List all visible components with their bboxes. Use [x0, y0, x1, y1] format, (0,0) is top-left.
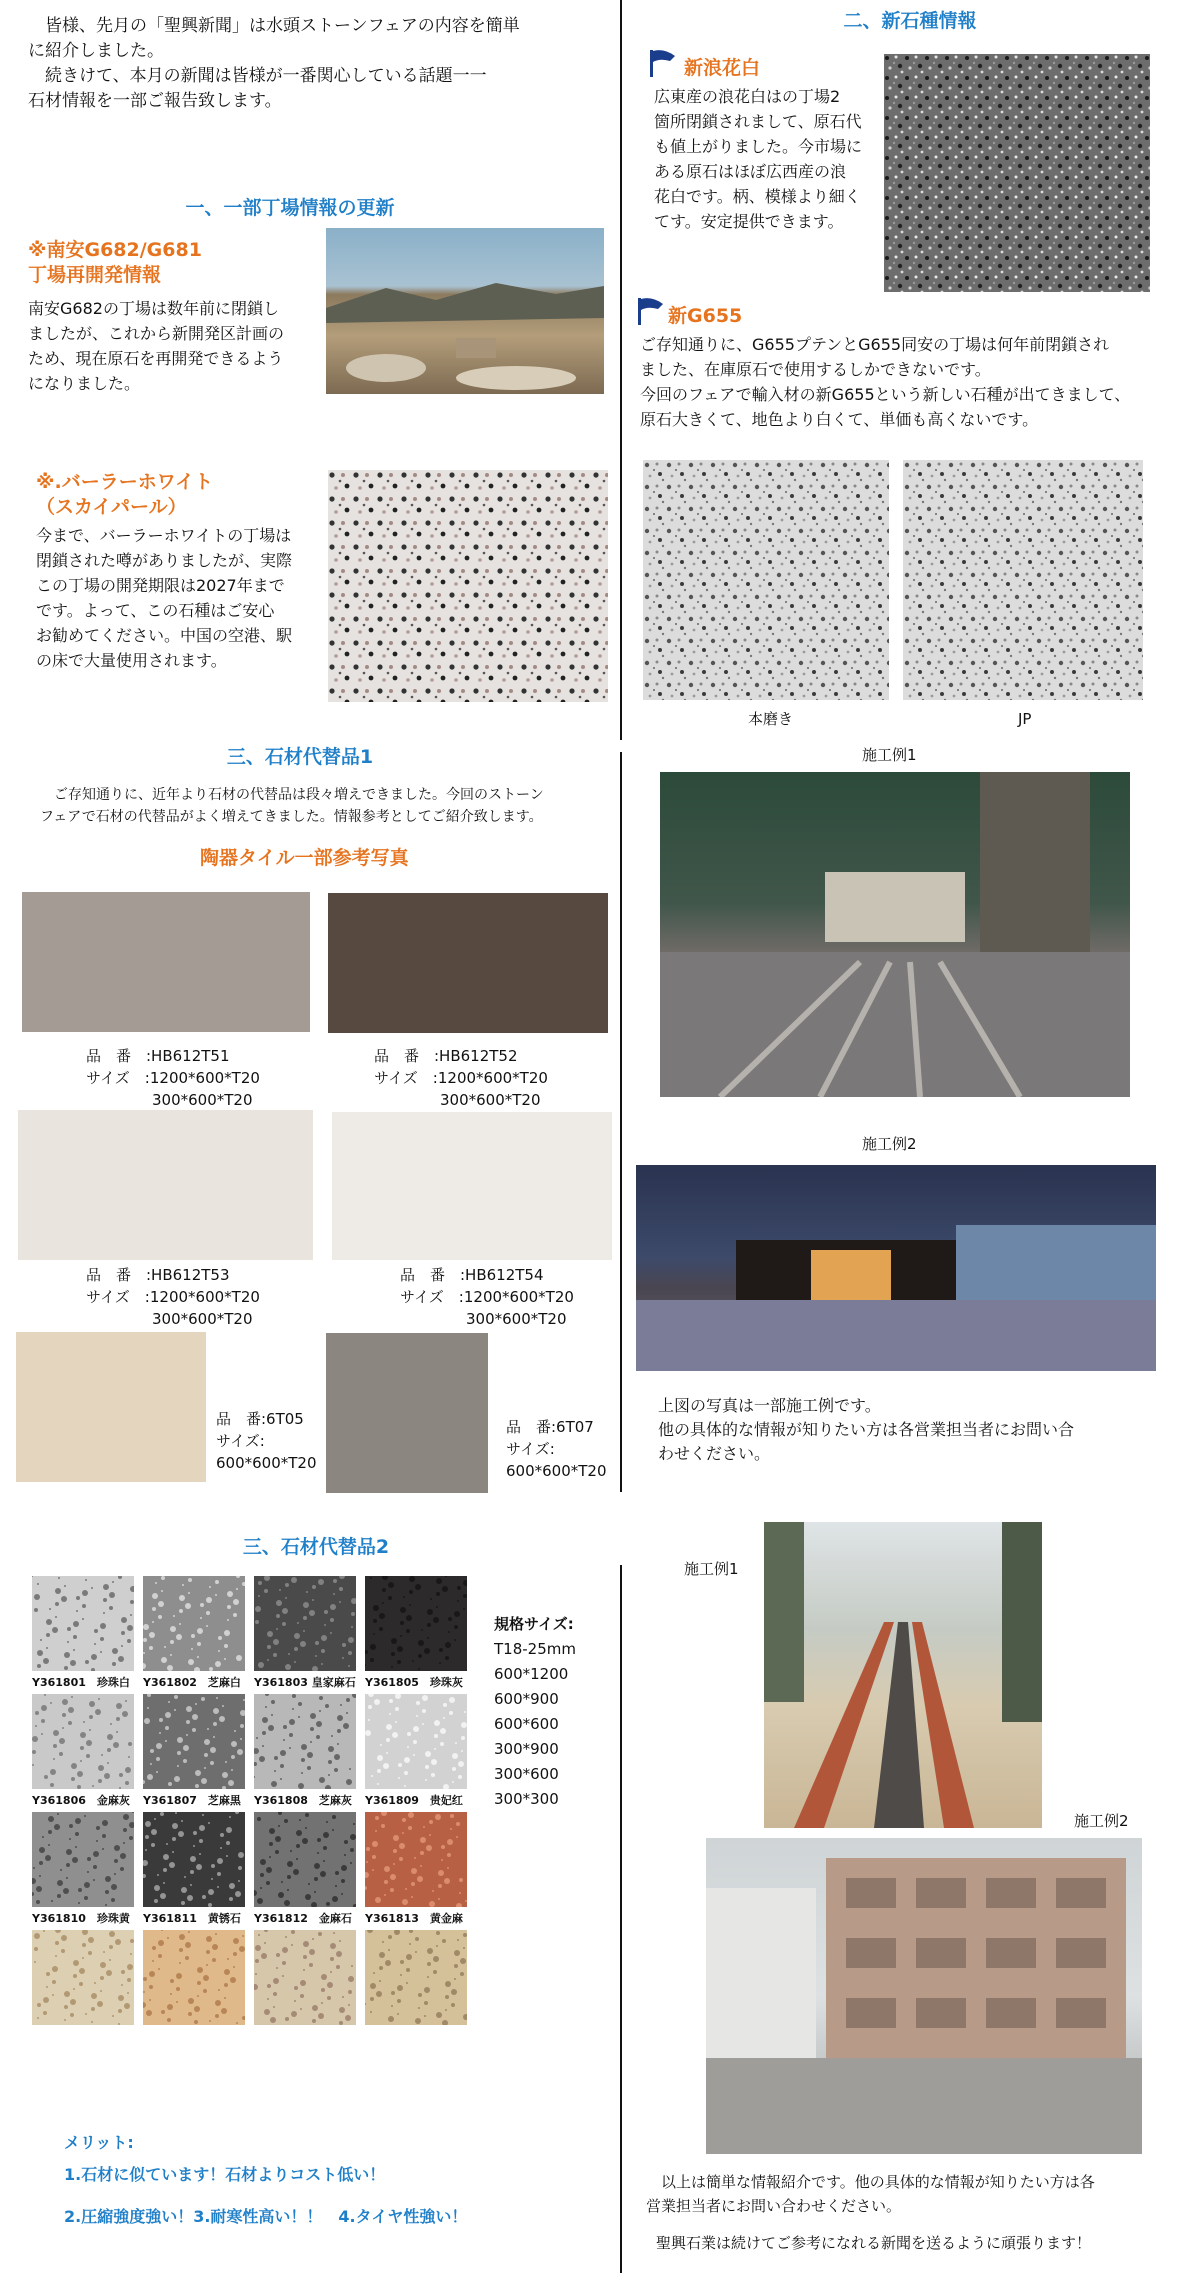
- section1-item2-line: お勧めてください。中国の空港、駅: [36, 626, 293, 645]
- section2-item1-line: 花白です。柄、模様より細く: [654, 187, 861, 206]
- spec-item: 600*600: [494, 1715, 559, 1733]
- tile-hb612t54-caption: [400, 1264, 574, 1330]
- spec-item: T18-25mm: [494, 1640, 576, 1658]
- stone-swatch-label: Y361809 贵妃红: [365, 1794, 463, 1807]
- spec-item: 300*900: [494, 1740, 559, 1758]
- intro-text: [28, 14, 608, 114]
- section2-item2-line: 今回のフェアで輸入材の新G655という新しい石種が出てきまして、: [640, 385, 1131, 404]
- section2-item2-line: ました、在庫原石で使用するしかできないです。: [640, 360, 991, 379]
- examples1-note: [658, 1394, 1158, 1466]
- section2-item2-line: ご存知通りに、G655プテンとG655同安の丁場は何年前閉鎖され: [640, 335, 1110, 354]
- section2-item2-title: 新G655: [668, 305, 743, 327]
- section2-item1-line: 箇所閉鎖されまして、原石代: [654, 112, 862, 131]
- flag-icon: [636, 296, 666, 326]
- tile-number: 品 番 :HB612T52: [374, 1047, 518, 1065]
- tile-6t07-photo: [326, 1333, 488, 1493]
- example2-2-caption: 施工例2: [1074, 1812, 1129, 1830]
- section1-item2-line: 閉鎖された噂がありましたが、実際: [36, 551, 293, 570]
- section3-intro-line1: ご存知通りに、近年より石材の代替品は段々増えできました。今回のストーン: [40, 787, 544, 803]
- section3-subtitle: 陶器タイル一部参考写真: [200, 847, 409, 869]
- tile-number: 品 番 :HB612T51: [86, 1047, 230, 1065]
- g655-polished-caption: 本磨き: [748, 710, 794, 728]
- tile-size: 300*600*T20: [466, 1310, 567, 1328]
- example1-caption: 施工例1: [862, 746, 917, 764]
- stone-swatch: [254, 1812, 356, 1907]
- column-divider-top: [620, 0, 622, 740]
- section2-item1-line: も値上がりました。今市場に: [654, 137, 863, 156]
- stone-swatch: [365, 1812, 467, 1907]
- g655-jp-caption: JP: [1018, 710, 1032, 728]
- examples1-note-line: わせください。: [658, 1444, 771, 1463]
- stone-swatch: [254, 1694, 356, 1789]
- section1-item1-title-line1: ※南安G682/G681: [28, 239, 202, 261]
- tile-size: サイズ :1200*600*T20: [86, 1069, 260, 1087]
- tile-hb612t51-caption: [86, 1045, 260, 1111]
- section3-intro: [40, 784, 610, 828]
- pearl-white-stone-photo: [328, 470, 608, 702]
- example2-caption: 施工例2: [862, 1135, 917, 1153]
- examples1-note-line: 上図の写真は一部施工例です。: [658, 1396, 881, 1415]
- tile-number: 品 番:6T07: [506, 1418, 594, 1436]
- spec-item: 600*900: [494, 1690, 559, 1708]
- column-divider-bottom: [620, 1565, 622, 2273]
- examples2-note-line: 営業担当者にお問い合わせください。: [646, 2197, 902, 2215]
- section2-title: 二、新石種情報: [843, 10, 977, 32]
- section1-item1-title: [28, 238, 202, 288]
- tile-hb612t53-photo: [18, 1110, 313, 1260]
- tile-size: 600*600*T20: [506, 1462, 607, 1480]
- stone-swatch: [32, 1930, 134, 2025]
- spec-item: 300*600: [494, 1765, 559, 1783]
- column-divider-middle: [620, 752, 622, 1492]
- stone-swatch: [254, 1930, 356, 2025]
- intro-line-1: 皆様、先月の「聖興新聞」は水頭ストーンフェアの内容を簡単: [28, 16, 520, 36]
- stone-swatch-label: Y361812 金麻石: [254, 1912, 352, 1925]
- intro-line-2: に紹介しました。: [28, 41, 164, 61]
- example1-plaza-photo: [660, 772, 1130, 1097]
- examples2-note-line: 以上は簡単な情報紹介です。他の具体的な情報が知りたい方は各: [646, 2173, 1095, 2191]
- section2-item1-body: [654, 84, 880, 234]
- intro-line-3: 続きけて、本月の新聞は皆様が一番関心している話題一一: [28, 66, 487, 86]
- section1-item2-title-line2: （スカイパール）: [36, 496, 187, 518]
- stone-swatch: [143, 1930, 245, 2025]
- stone-swatch-label: Y361813 黄金麻: [365, 1912, 463, 1925]
- examples2-note: [646, 2170, 1186, 2218]
- stone-swatch-label: Y361803 皇家麻石: [254, 1676, 356, 1689]
- section1-item1-line: ましたが、これから新開発区計画の: [28, 324, 285, 343]
- section2-item1-line: 広東産の浪花白はの丁場2: [654, 87, 841, 106]
- stone-swatch-label: Y361808 芝麻灰: [254, 1794, 352, 1807]
- flag-icon: [648, 48, 678, 78]
- stone-swatch: [254, 1576, 356, 1671]
- tile-size: サイズ :1200*600*T20: [400, 1288, 574, 1306]
- stone-swatch: [143, 1694, 245, 1789]
- g655-jp-photo: [903, 460, 1143, 700]
- stone-swatch: [32, 1812, 134, 1907]
- section1-item2-title-line1: ※.バーラーホワイト: [36, 471, 214, 493]
- merit-line-1: 1.石材に似ています！石材よりコスト低い！: [64, 2165, 386, 2184]
- tile-hb612t54-photo: [332, 1112, 612, 1260]
- stone-swatch: [365, 1694, 467, 1789]
- tile-number: 品 番 :HB612T54: [400, 1266, 544, 1284]
- section2-item1-line: てす。安定提供できます。: [654, 212, 844, 231]
- stone-swatch-label: Y361801 珍珠白: [32, 1676, 130, 1689]
- tile-hb612t51-photo: [22, 892, 310, 1032]
- example2-1-walkway-photo: [764, 1522, 1042, 1828]
- tile-hb612t52-caption: [374, 1045, 548, 1111]
- closing-message: 聖興石業は続けてご参考になれる新聞を送るように頑張ります！: [656, 2234, 1092, 2252]
- example2-building-photo: [636, 1165, 1156, 1371]
- stone-swatch-label: Y361810 珍珠黄: [32, 1912, 130, 1925]
- tile-size: サイズ:: [216, 1432, 265, 1450]
- stone-swatch-label: Y361802 芝麻白: [143, 1676, 241, 1689]
- example2-2-building-photo: [706, 1838, 1142, 2154]
- tile-6t07-caption: [506, 1416, 607, 1482]
- stone-swatch-grid: [32, 1576, 476, 2076]
- tile-size: サイズ :1200*600*T20: [86, 1288, 260, 1306]
- section1-item2-line: 今まで、バーラーホワイトの丁場は: [36, 526, 292, 545]
- tile-size: 600*600*T20: [216, 1454, 317, 1472]
- stone-swatch-label: Y361811 黄锈石: [143, 1912, 241, 1925]
- section1-item2-line: です。よって、この石種はご安心: [36, 601, 275, 620]
- stone-swatch-label: Y361806 金麻灰: [32, 1794, 130, 1807]
- examples1-note-line: 他の具体的な情報が知りたい方は各営業担当者にお問い合: [658, 1420, 1075, 1439]
- example2-1-caption: 施工例1: [684, 1560, 739, 1578]
- tile-6t05-caption: [216, 1408, 317, 1474]
- tile-hb612t52-photo: [328, 893, 608, 1033]
- tile-number: 品 番 :HB612T53: [86, 1266, 230, 1284]
- stone-swatch: [365, 1576, 467, 1671]
- section2-item1-title: 新浪花白: [684, 57, 761, 79]
- section1-item1-line: 南安G682の丁場は数年前に閉鎖し: [28, 299, 279, 318]
- g655-polished-photo: [643, 460, 889, 700]
- section4-title: 三、石材代替品2: [242, 1536, 390, 1558]
- spec-list: [494, 1612, 576, 1812]
- merit-line-2: 2.圧縮強度強い！3.耐寒性高い！！ 4.タイヤ性強い！: [64, 2207, 468, 2226]
- section3-title: 三、石材代替品1: [226, 746, 374, 768]
- tile-size: サイズ :1200*600*T20: [374, 1069, 548, 1087]
- section1-item1-body: [28, 296, 358, 396]
- section1-item1-title-line2: 丁場再開発情報: [28, 264, 162, 286]
- stone-swatch-label: Y361807 芝麻黒: [143, 1794, 241, 1807]
- section1-title: 一、一部丁場情報の更新: [185, 197, 395, 219]
- section1-item2-title: [36, 470, 213, 520]
- spec-item: 600*1200: [494, 1665, 569, 1683]
- section2-item2-line: 原石大きくて、地色より白くて、単価も高くないです。: [640, 410, 1039, 429]
- section1-item2-line: の床で大量使用されます。: [36, 651, 227, 670]
- stone-swatch: [32, 1576, 134, 1671]
- section1-item1-line: になりました。: [28, 374, 141, 393]
- stone-swatch: [143, 1812, 245, 1907]
- section1-item1-line: ため、現在原石を再開発できるよう: [28, 349, 284, 368]
- stone-swatch: [143, 1576, 245, 1671]
- stone-swatch-label: Y361805 珍珠灰: [365, 1676, 463, 1689]
- tile-size: サイズ:: [506, 1440, 555, 1458]
- new-langhuabai-photo: [884, 54, 1150, 292]
- section1-item2-line: この丁場の開発期限は2027年まで: [36, 576, 285, 595]
- quarry-photo: [326, 228, 604, 394]
- tile-size: 300*600*T20: [152, 1091, 253, 1109]
- section2-item2-body: [640, 332, 1188, 432]
- merit-title: メリット:: [64, 2133, 134, 2152]
- spec-item: 300*300: [494, 1790, 559, 1808]
- tile-size: 300*600*T20: [152, 1310, 253, 1328]
- tile-number: 品 番:6T05: [216, 1410, 304, 1428]
- stone-swatch: [32, 1694, 134, 1789]
- section2-item1-line: ある原石はほぼ広西産の浪: [654, 162, 847, 181]
- section1-item2-body: [36, 523, 332, 673]
- tile-hb612t53-caption: [86, 1264, 260, 1330]
- spec-title: 規格サイズ:: [494, 1615, 574, 1633]
- intro-line-4: 石材情報を一部ご報告致します。: [28, 91, 282, 111]
- tile-6t05-photo: [16, 1332, 206, 1482]
- section3-intro-line2: フェアで石材の代替品がよく増えてきました。情報参考としてご紹介致します。: [40, 809, 543, 825]
- tile-size: 300*600*T20: [440, 1091, 541, 1109]
- stone-swatch: [365, 1930, 467, 2025]
